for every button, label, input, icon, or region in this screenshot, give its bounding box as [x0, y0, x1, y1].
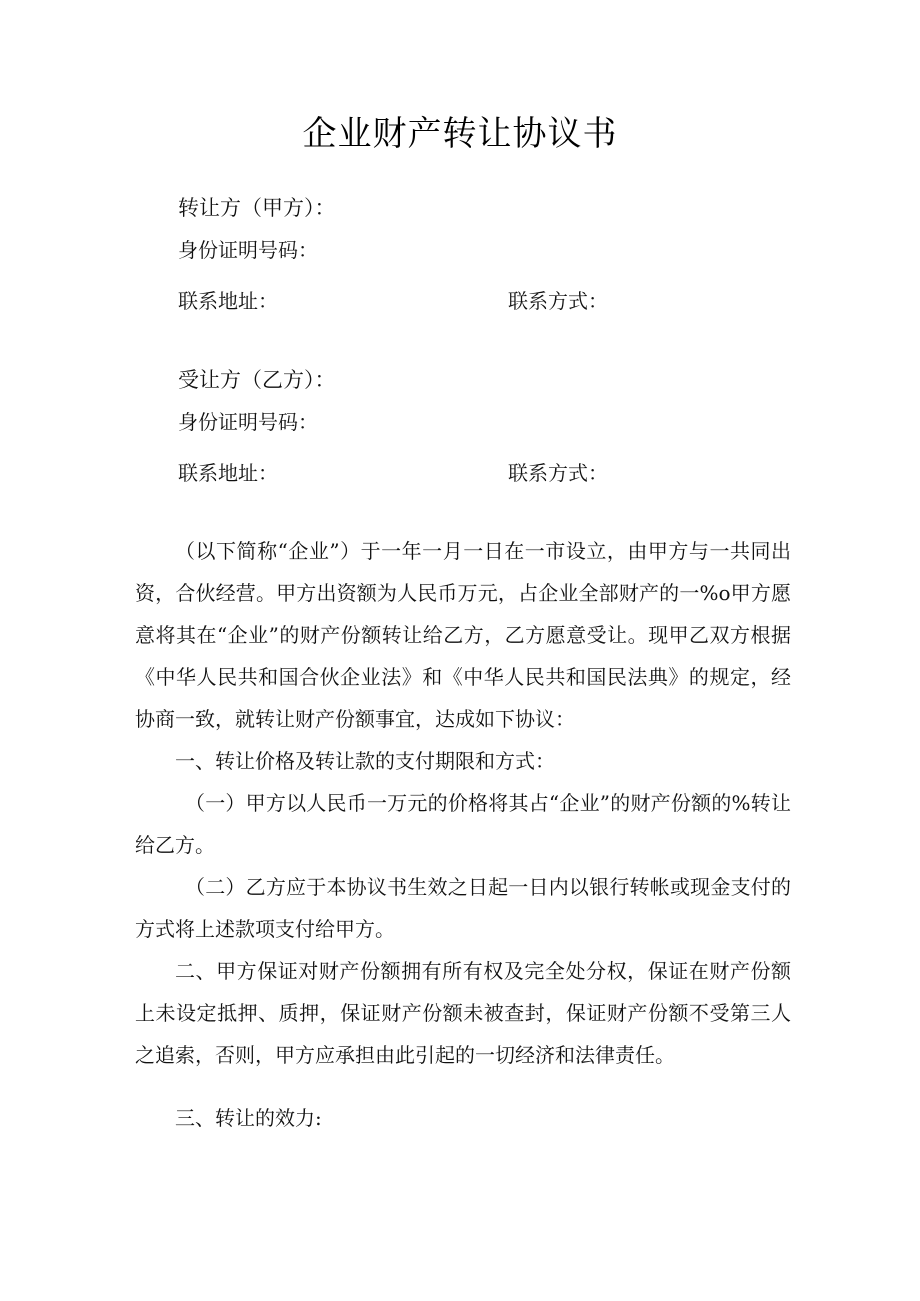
party-b-label: 受让方（乙方）： — [178, 368, 336, 392]
section1-heading: 一、转让价格及转让款的支付期限和方式： — [175, 749, 555, 773]
party-a-label: 转让方（甲方）： — [178, 196, 336, 220]
party-b-id-label: 身份证明号码： — [178, 410, 318, 434]
section3-heading: 三、转让的效力: — [175, 1106, 322, 1130]
section2-paragraph: 二、甲方保证对财产份额拥有所有权及完全处分权，保证在财产份额上未设定抵押、质押，保证财产份额未被查封，保证财产份额不受第三人之追索，否则，甲方应承担由此引起的一切经济和法律责任。 — [135, 959, 791, 1067]
party-b-address-label: 联系地址： — [178, 461, 278, 485]
intro-paragraph: （以下简称“企业”）于一年一月一日在一市设立，由甲方与一共同出资，合伙经营。甲方出资额为人民币万元，占企业全部财产的一%o甲方愿意将其在“企业”的财产份额转让给乙方，乙方愿意受让。现甲乙双方根据《中华人民共和国合伙企业法》和《中华人民共和国民法典》的规定，经协商一致，就转让财产份额事宜，达成如下协议： — [135, 539, 791, 731]
party-b-contact-label: 联系方式： — [508, 461, 608, 485]
section1-item2: （二）乙方应于本协议书生效之日起一日内以银行转帐或现金支付的方式将上述款项支付给甲方。 — [135, 875, 791, 941]
party-a-address-label: 联系地址： — [178, 289, 278, 313]
party-a-id-label: 身份证明号码： — [178, 238, 318, 262]
document-title: 企业财产转让协议书 — [302, 114, 618, 154]
party-a-contact-label: 联系方式： — [508, 289, 608, 313]
section1-item1: （一）甲方以人民币一万元的价格将其占“企业”的财产份额的%转让给乙方。 — [135, 791, 791, 857]
